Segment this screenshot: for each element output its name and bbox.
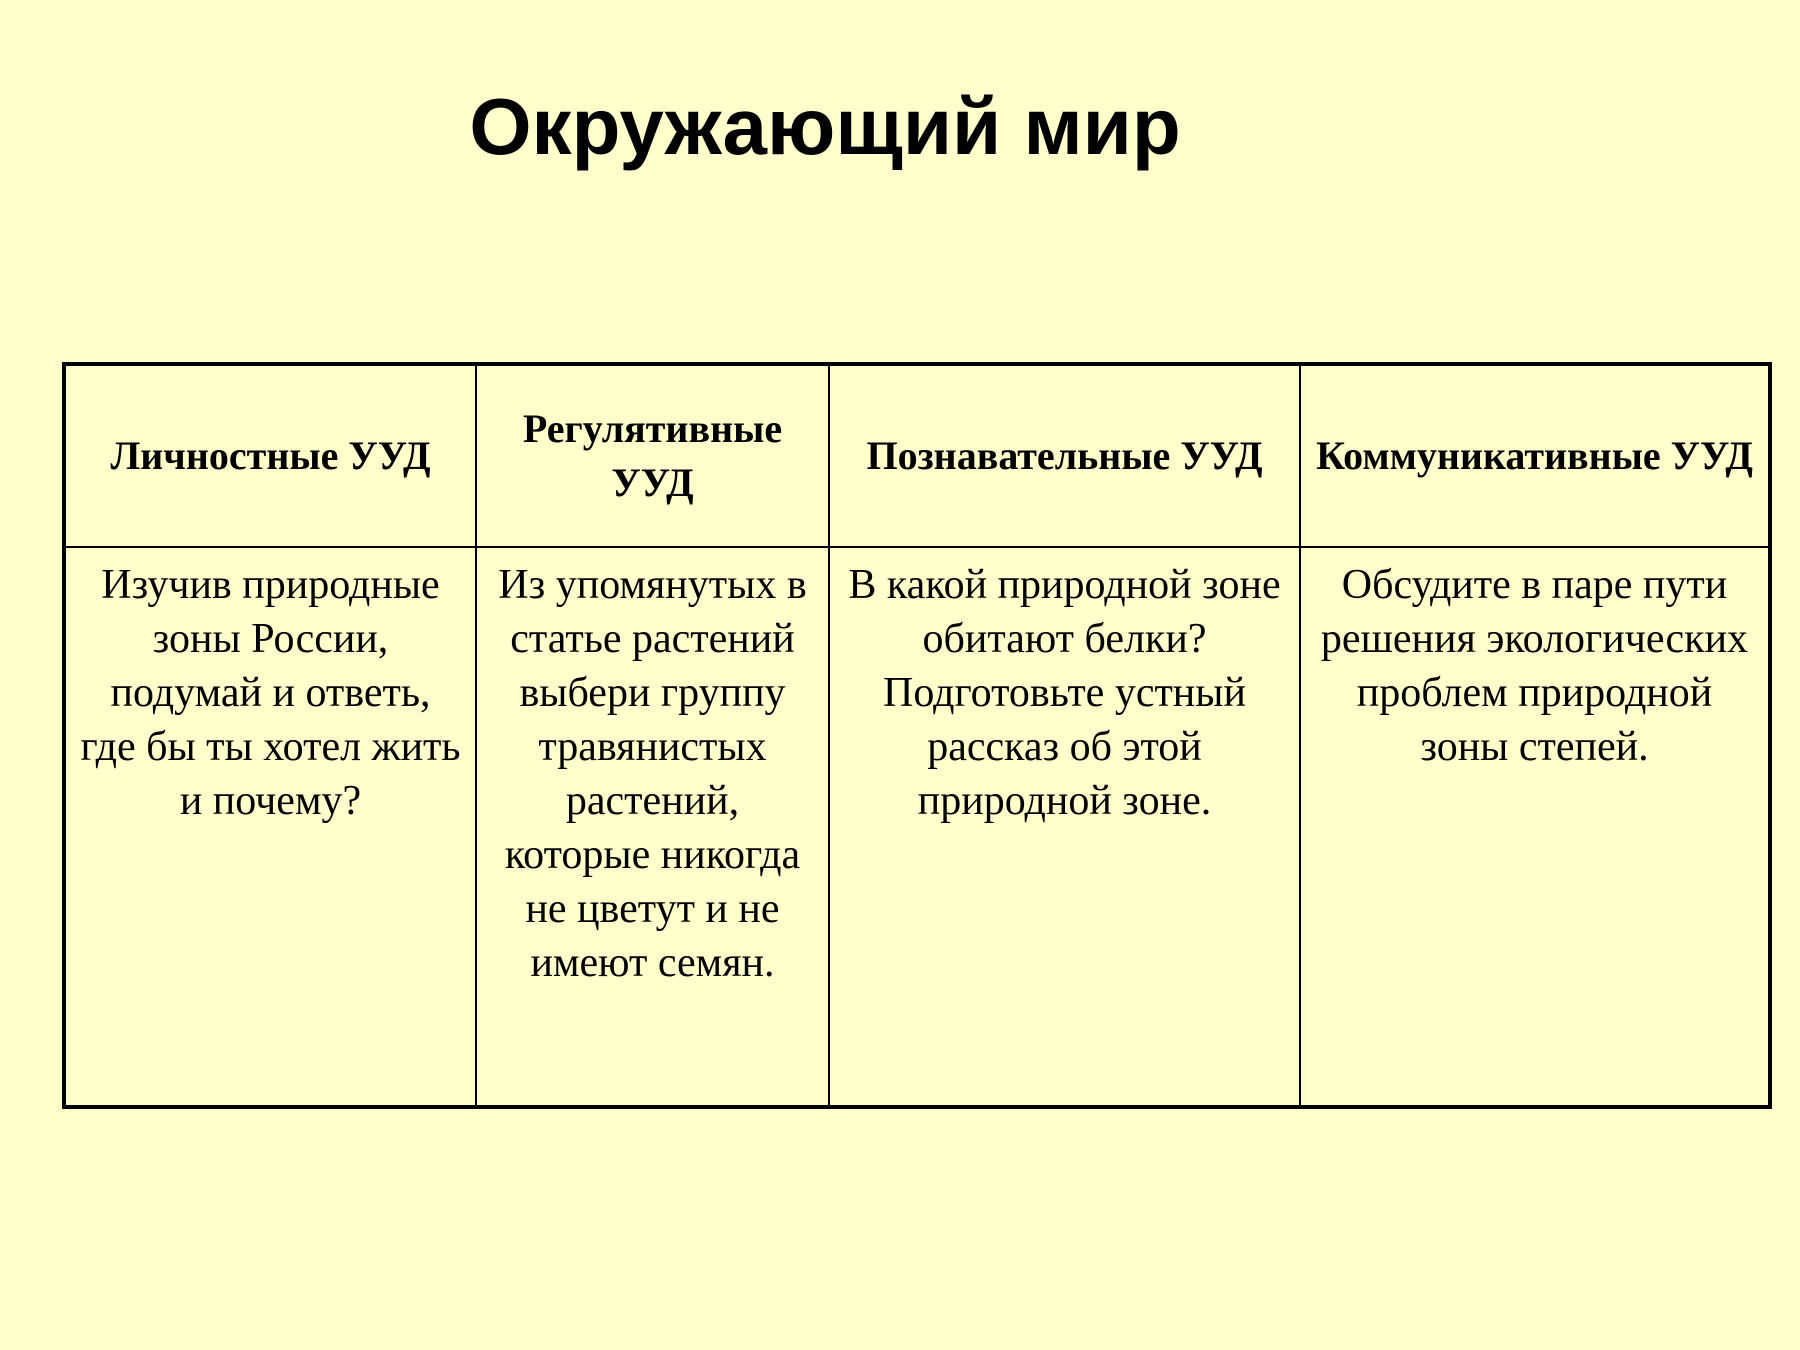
header-regulatory-uud: Регулятивные УУД [476, 364, 829, 547]
header-cognitive-uud: Познавательные УУД [829, 364, 1300, 547]
cell-personal-task: Изучив природные зоны России, подумай и ответь, где бы ты хотел жить и почему? [64, 547, 476, 1107]
table-row [64, 547, 1770, 1107]
header-personal-uud: Личностные УУД [64, 364, 476, 547]
header-communicative-uud: Коммуникативные УУД [1300, 364, 1770, 547]
page-title: Окружающий мир [469, 82, 1181, 171]
cell-communicative-task: Обсудите в паре пути решения экологических проблем природной зоны степей. [1300, 547, 1770, 1107]
uud-table [62, 362, 1772, 1109]
cell-regulatory-task: Из упомянутых в статье растений выбери группу травянистых растений, которые никогда не цветут и не имеют семян. [476, 547, 829, 1107]
cell-cognitive-task: В какой природной зоне обитают белки? Подготовьте устный рассказ об этой природной зоне. [829, 547, 1300, 1107]
table-header-row [64, 364, 1770, 547]
